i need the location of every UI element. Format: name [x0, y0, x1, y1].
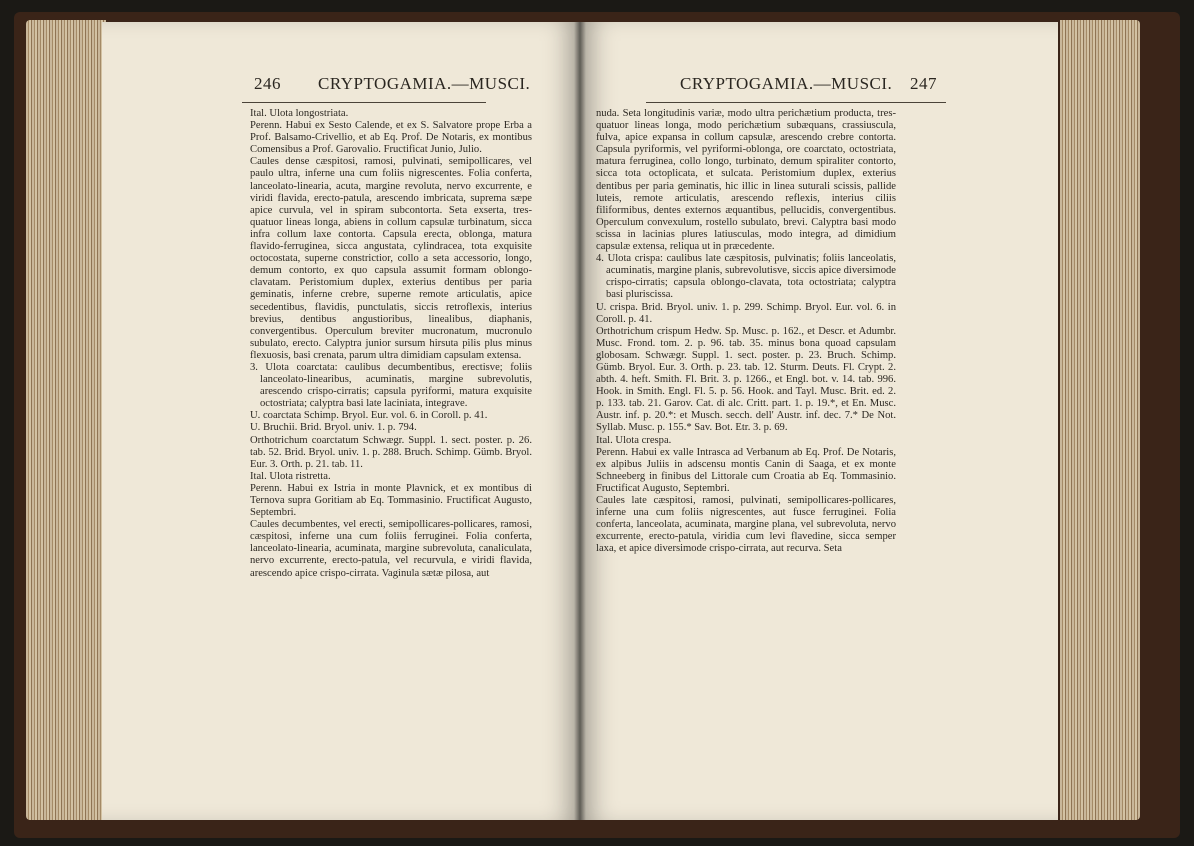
paragraph: Caules dense cæspitosi, ramosi, pulvinati, semipollicares, vel paulo ultra, inferne una cum foliis nigrescentes. Folia conferta, lanceolato-linearia, acuta, margine revoluta, nervo excurrente, e viridi flavida, erecto-patula, arescendo imbricata, suprema sæpe apice curvula, vel in spiram subcontorta. Seta exserta, tres-quatuor lineas longa, abiens in collum capsulæ turbinatum, sicca infra collum laxe contorta. Capsula erecta, oblonga, matura flavido-ferruginea, sicca angustata, cylindracea, tota exquisite octocostata, superne constrictior, collo a seta accessorio, longo, demum contorto, ex quo capsula assumit formam oblongo-clavatam. Peristomium duplex, exterius dentibus per paria geminatis, inferne crebre, superne remote articulatis, apice secedentibus, flavidis, punctulatis, siccis retroflexis, interius brevius, dentibus angustioribus, linealibus, diaphanis, convergentibus. Operculum breviter mucronatum, mucronulo subulato, erecto. Calyptra junior sursum hirsuta pilis plus minus flexuosis, basi crenata, parum ultra dimidiam capsulam extensa.: [250, 156, 532, 361]
paragraph: 4. Ulota crispa: caulibus late cæspitosis, pulvinatis; foliis lanceolatis, acuminatis, margine planis, subrevolutisve, siccis apice diversimode crispo-cirratis; capsula oblongo-clavata, tota octostriata; calyptra basi pluriscissa.: [596, 253, 896, 301]
right-page: [580, 22, 1058, 820]
paragraph: U. coarctata Schimp. Bryol. Eur. vol. 6. in Coroll. p. 41.: [250, 410, 488, 422]
right-header-rule: [646, 102, 946, 103]
paragraph: Caules late cæspitosi, ramosi, pulvinati, semipollicares-pollicares, inferne una cum foliis nigrescentes, aut fusce ferruginei. Folia conferta, lanceolata, acuminata, margine plana, vel subrevoluta, nervo excurrente, erecto-patula, viridia cum levi flavedine, sicca semper laxa, et apice diversimode crispo-cirrata, aut recurva. Seta: [596, 495, 896, 555]
left-page-number: 246: [254, 74, 281, 93]
right-running-title: CRYPTOGAMIA.—MUSCI.: [680, 74, 893, 93]
paragraph: Ital. Ulota crespa.: [596, 434, 672, 446]
book-gutter: [574, 22, 586, 820]
left-page-header: [126, 74, 568, 102]
paragraph: nuda. Seta longitudinis variæ, modo ultra perichætium producta, tres-quatuor lineas longa, modo perichætium subæquans, crassiuscula, fulva, apice expansa in collum capsulæ, arescendo crebre contorta. Capsula pyriformis, vel pyriformi-oblonga, ore coarctato, octostriata, matura ferruginea, collo longo, turbinato, demum spiraliter contorto, sicca tota octoplicata, et sulcata. Peristomium duplex, exterius dentibus per paria geminatis, hic illic in linea suturali scissis, pallide luteis, remote articulatis, arescendo reflexis, interius ciliis filiformibus, dentes externos æquantibus, pellucidis, convergentibus. Operculum convexulum, rostello subulato, brevi. Calyptra basi modo scissa in lacinias plures latiusculas, modo integra, ad dimidium capsulæ extensa, reliqua ut in præcedente.: [596, 108, 896, 253]
paragraph: 3. Ulota coarctata: caulibus decumbentibus, erectisve; foliis lanceolato-linearibus, acuminatis, margine subrevolutis, arescendo crispo-cirratis; capsula pyriformi, matura exquisite octostriata; calyptra basi late laciniata, integrave.: [250, 361, 532, 410]
paragraph: Ital. Ulota longostriata.: [250, 108, 349, 119]
right-page-header: [600, 74, 1034, 102]
right-page-body: [596, 108, 896, 555]
left-page: [102, 22, 580, 820]
paragraph: Perenn. Habui ex valle Intrasca ad Verbanum ab Eq. Prof. De Notaris, ex alpibus Juliis in adscensu montis Canin di Saaga, et ex monte Schneeberg in finibus del Littorale cum Croatia ab Eq. Tommasinio. Fructificat Augusto, Septembri.: [596, 446, 896, 494]
paragraph: U. crispa. Brid. Bryol. univ. 1. p. 299. Schimp. Bryol. Eur. vol. 6. in Coroll. p. 41.: [596, 301, 896, 325]
left-header-rule: [242, 102, 486, 103]
paragraph: Perenn. Habui ex Sesto Calende, et ex S. Salvatore prope Erba a Prof. Balsamo-Crivellio, et ab Eq. Prof. De Notaris, ex montibus Comensibus a Prof. Garovalio. Fructificat Junio, Julio.: [250, 120, 532, 156]
left-page-body: [250, 108, 532, 580]
left-running-title: CRYPTOGAMIA.—MUSCI.: [318, 74, 531, 93]
page-edges-left: [26, 20, 106, 820]
paragraph: Orthotrichum crispum Hedw. Sp. Musc. p. 162., et Descr. et Adumbr. Musc. Frond. tom. 2. p. 96. tab. 35. minus bona quoad capsulam globosam. Schwægr. Suppl. 1. sect. poster. p. 23. Bruch. Schimp. Gümb. Bryol. Eur. 3. Orth. p. 23. tab. 12. Sturm. Deuts. Fl. Crypt. 2. abth. 4. heft. Smith. Fl. Brit. 3. p. 1266., et Engl. bot. v. 14. tab. 996. Hook. in Smith. Engl. Fl. 5. p. 56. Hook. and Tayl. Musc. Brit. ed. 2. p. 133. tab. 21. Garov. Cat. di alc. Critt. part. 1. p. 19.*, et En. Musc. Austr. inf. p. 20.*: et Musch. secch. dell' Austr. inf. dec. 7.* De Not. Syllab. Musc. p. 155.* Sav. Bot. Etr. 3. p. 69.: [596, 325, 896, 434]
paragraph: Caules decumbentes, vel erecti, semipollicares-pollicares, ramosi, cæspitosi, inferne una cum foliis ferruginei. Folia conferta, lanceolato-linearia, acuminata, margine subrevoluta, canaliculata, nervo excurrente, erecto-patula, vel recurvula, e viridi flavida, arescendo apice crispo-cirrata. Vaginula sætæ pilosa, aut: [250, 519, 532, 579]
paragraph: Perenn. Habui ex Istria in monte Plavnick, et ex montibus di Ternova supra Goritiam ab Eq. Tommasinio. Fructificat Augusto, Septembri.: [250, 482, 532, 519]
paragraph: Orthotrichum coarctatum Schwægr. Suppl. 1. sect. poster. p. 26. tab. 52. Brid. Bryol. univ. 1. p. 288. Bruch. Schimp. Gümb. Bryol. Eur. 3. Orth. p. 21. tab. 11.: [250, 434, 532, 470]
paragraph: Ital. Ulota ristretta.: [250, 470, 331, 482]
paragraph: U. Bruchii. Brid. Bryol. univ. 1. p. 794.: [250, 422, 417, 434]
right-page-number: 247: [910, 74, 937, 93]
page-edges-right: [1060, 20, 1140, 820]
